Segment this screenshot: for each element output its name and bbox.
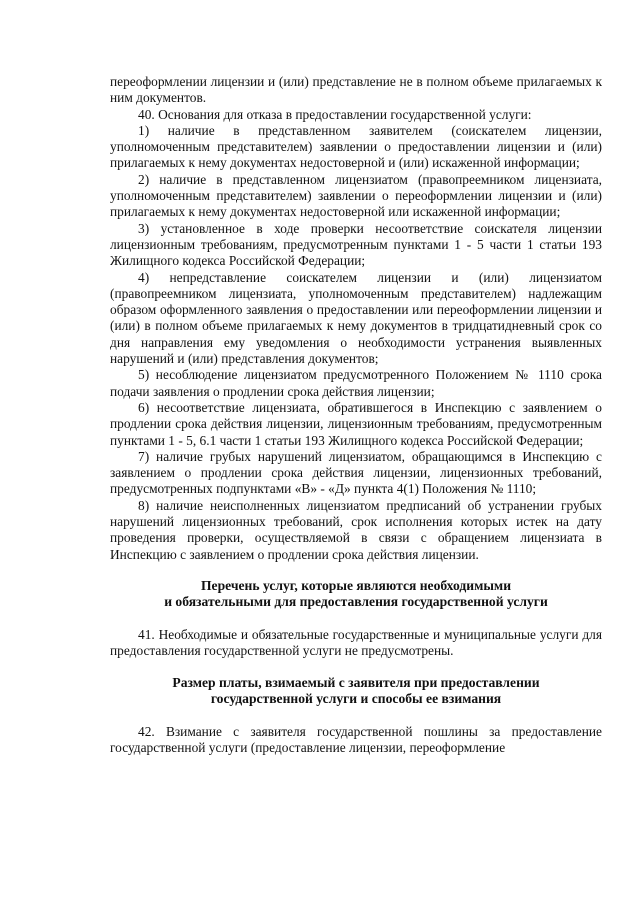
list-item-2: 2) наличие в представленном лицензиатом (правопреемником лицензиата, уполномоченным представителем) заявлении о переоформлении лицензии и (или) прилагаемых к нему документах недостоверной или искаженной информации; — [110, 171, 602, 220]
paragraph-40: 40. Основания для отказа в предоставлении государственной услуги: — [138, 106, 532, 122]
document-page — [110, 74, 602, 756]
list-item-6: 6) несоответствие лицензиата, обратившегося в Инспекцию с заявлением о продлении срока действия лицензии, лицензионным требованиям, предусмотренным пунктами 1 - 5, 6.1 части 1 статьи 193 Жилищного кодекса Российской Федерации; — [110, 399, 602, 448]
list-item-1: 1) наличие в представленном заявителем (соискателем лицензии, уполномоченным представителем) заявлении о предоставлении лицензии и (или) прилагаемых к нему документах недостоверной и (или) искаженной информации; — [110, 122, 602, 171]
paragraph-continuation: переоформлении лицензии и (или) представление не в полном объеме прилагаемых к ним документов. — [110, 74, 602, 106]
section-heading-fee-line1: Размер платы, взимаемый с заявителя при предоставлении — [172, 675, 540, 691]
section-heading-services-line1: Перечень услуг, которые являются необходимыми — [200, 577, 512, 593]
section-heading-services-line2: и обязательными для предоставления государственной услуги — [164, 594, 548, 610]
section-spacer — [110, 708, 602, 724]
section-spacer — [110, 563, 602, 578]
paragraph-42: 42. Взимание с заявителя государственной пошлины за предоставление государственной услуги (предоставление лицензии, переоформление — [110, 723, 602, 755]
section-spacer — [110, 611, 602, 627]
list-item-3: 3) установленное в ходе проверки несоответствие соискателя лицензии лицензионным требованиям, предусмотренным пунктами 1 - 5 части 1 статьи 193 Жилищного кодекса Российской Федерации; — [110, 220, 602, 269]
section-heading-fee-line2: государственной услуги и способы ее взимания — [210, 691, 502, 707]
list-item-8: 8) наличие неисполненных лицензиатом предписаний об устранении грубых нарушений лицензионных требований, срок исполнения которых истек на дату проведения проверки, осуществляемой в связи с обращением лицензиата в Инспекцию с заявлением о продлении срока действия лицензии. — [110, 497, 602, 562]
list-item-4: 4) непредставление соискателем лицензии и (или) лицензиатом (правопреемником лицензиата, уполномоченным представителем) надлежащим образом оформленного заявления о предоставлении или переоформлении лицензии и (или) в полном объеме прилагаемых к нему документов в тридцатидневный срок со дня направления ему уведомления о необходимости устранения выявленных нарушений и (или) представления документов; — [110, 269, 602, 367]
list-item-5: 5) несоблюдение лицензиатом предусмотренного Положением № 1110 срока подачи заявления о продлении срока действия лицензии; — [110, 367, 602, 399]
paragraph-41: 41. Необходимые и обязательные государственные и муниципальные услуги для предоставления государственной услуги не предусмотрены. — [110, 626, 602, 658]
list-item-7: 7) наличие грубых нарушений лицензиатом, обращающимся в Инспекцию с заявлением о продлении срока действия лицензии, лицензионных требований, предусмотренных подпунктами «В» - «Д» пункта 4(1) Положения № 1110; — [110, 448, 602, 497]
section-spacer — [110, 659, 602, 675]
